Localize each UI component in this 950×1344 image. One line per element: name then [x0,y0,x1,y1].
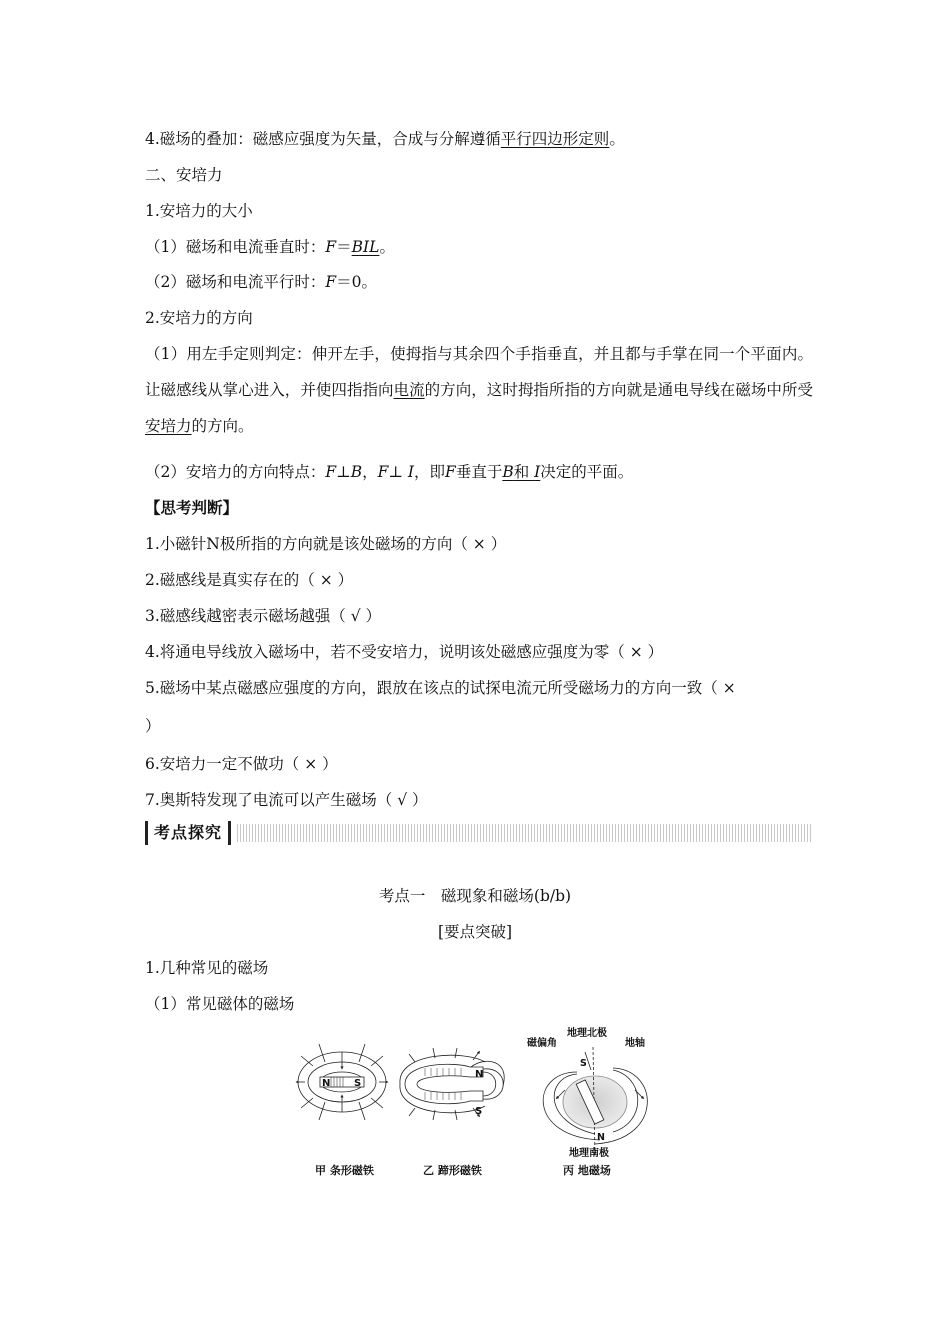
caption-earth-field: 丙 地磁场 [563,1164,611,1177]
heading-force-direction: 2.安培力的方向 [145,309,253,327]
underline-ampere-force: 安培力 [145,417,192,435]
magnitude-item-perpendicular [145,237,395,257]
caption-bar-magnet: 甲 条形磁铁 [315,1164,374,1177]
underline-i: I [534,463,541,481]
banner-hatch [237,824,813,842]
underline-and: 和 [513,463,535,481]
var-b: B [350,463,363,481]
banner-title: 考点探究 [145,821,231,845]
var-f: F [445,463,456,481]
paragraph-text: 的方向，这时拇指所指的方向就是通电导线在磁场中所受 [424,381,813,399]
paragraph-text: （1）用左手定则判定：伸开左手，使拇指与其余四个手指垂直，并且都与手掌在同一个平面内。让磁感线从掌心进入，并使四指指向 [145,345,813,399]
judge-item: 1.小磁针N极所指的方向就是该处磁场的方向（ × ） [145,535,507,553]
underline-b: B [502,463,514,481]
formula-bil: BIL [351,238,380,256]
earth-axis-label: 地轴 [625,1038,645,1049]
judge-item: 5.磁场中某点磁感应强度的方向，跟放在该点的试探电流元所受磁场力的方向一致（ × [145,679,736,697]
left-hand-rule-paragraph [145,336,813,444]
direction-features [145,462,633,482]
var-f: F [325,463,337,481]
comma: ， [362,463,378,481]
bar-s-label: S [354,1078,362,1089]
judge-item-continuation: ） [145,717,161,735]
earth-n-label: N [597,1132,605,1143]
superposition-suffix: 。 [609,130,625,148]
var-f: F [377,463,389,481]
judge-item: 6.安培力一定不做功（ × ） [145,755,338,773]
declination-label: 磁偏角 [527,1038,557,1049]
geo-north-label: 地理北极 [567,1028,607,1039]
subheading-magnet-fields: （1）常见磁体的磁场 [145,995,295,1013]
topic-subtitle: [要点突破] [437,923,513,941]
parallelogram-rule: 平行四边形定则 [500,130,610,148]
paragraph-text: 的方向。 [191,417,254,435]
earth-field-diagram [543,1047,647,1157]
horseshoe-magnet-diagram [400,1048,504,1120]
var-f: F [325,273,337,291]
item-value: ＝0。 [336,273,378,291]
section-title-ampere: 二、安培力 [145,166,223,184]
bar-magnet-diagram [297,1044,387,1120]
section-banner [145,821,813,845]
horseshoe-n-label: N [475,1069,484,1080]
magnetic-field-figure [295,1022,665,1187]
horseshoe-s-label: S [475,1106,483,1117]
judge-item: 3.磁感线越密表示磁场越强（ √ ） [145,607,382,625]
topic-title: 考点一 磁现象和磁场(b/b) [378,887,572,905]
var-f: F [325,238,337,256]
caption-horseshoe-magnet: 乙 蹄形磁铁 [423,1164,482,1177]
item-text: （1）磁场和电流垂直时： [145,238,326,256]
var-i: I [407,463,415,481]
underline-current: 电流 [393,381,425,399]
judge-item: 4.将通电导线放入磁场中，若不受安培力，说明该处磁感应强度为零（ × ） [145,643,664,661]
think-judge-title: 【思考判断】 [145,498,239,517]
judge-item: 2.磁感线是真实存在的（ × ） [145,571,354,589]
heading-force-magnitude: 1.安培力的大小 [145,202,253,220]
item-text: （2）安培力的方向特点： [145,463,326,481]
perp-sign: ⊥ [336,463,351,481]
superposition-text: 4.磁场的叠加：磁感应强度为矢量，合成与分解遵循 [145,130,501,148]
item-text: 决定的平面。 [540,463,634,481]
bar-n-label: N [322,1078,331,1089]
magnitude-item-parallel [145,272,377,292]
equals-sign: ＝ [336,238,352,256]
item-text: （2）磁场和电流平行时： [145,273,326,291]
item-text: 垂直于 [455,463,503,481]
item-suffix: 。 [379,238,395,256]
superposition-rule [145,129,625,149]
heading-common-fields: 1.几种常见的磁场 [145,959,269,977]
judge-item: 7.奥斯特发现了电流可以产生磁场（ √ ） [145,791,428,809]
item-text: ，即 [414,463,446,481]
geo-south-label: 地理南极 [569,1148,609,1159]
earth-s-label: S [580,1058,587,1069]
perp-sign: ⊥ [388,463,408,481]
